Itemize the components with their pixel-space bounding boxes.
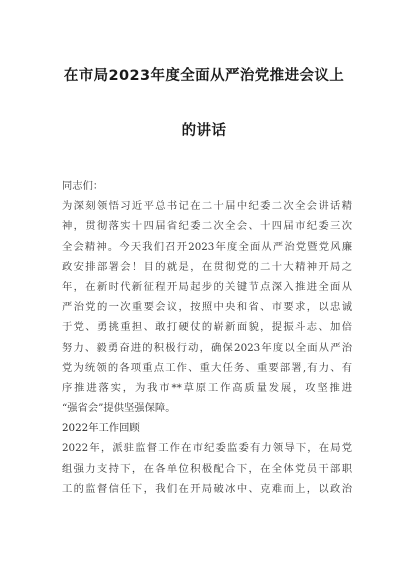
paragraph-line: 2022年，派驻监督工作在市纪委监委有力领导下，在局党 [62,442,352,455]
paragraph-line: 序推进落实，为我市**草原工作高质量发展，攻坚推进 [62,381,352,394]
paragraph-2 [62,438,352,499]
paragraph-line: 工的监督信任下，我们在开局破冰中、克难而上，以政治 [62,482,352,495]
paragraph-line: 神，贯彻落实十四届省纪委二次全会、十四届市纪委三次 [62,220,352,233]
paragraph-line: “强省会”提供坚强保障。 [62,402,176,415]
paragraph-line: 于党、勇挑重担、敢打硬仗的崭新面貌，提振斗志、加倍 [62,321,352,334]
section-heading: 2022年工作回顾 [62,422,140,435]
paragraph-line: 全会精神。今天我们召开2023年度全面从严治党暨党风廉 [62,240,352,253]
document-title-line-2: 的讲话 [181,123,227,139]
paragraph-line: 严治党的一次重要会议，按照中央和省、市要求，以忠诚 [62,301,352,314]
document-body [62,176,352,499]
paragraph-line: 年，在新时代新征程开局起步的关键节点深入推进全面从 [62,280,352,293]
paragraph-line: 努力、毅勇奋进的积极行动，确保2023年度以全面从严治 [62,341,352,354]
paragraph-line: 为深刻领悟习近平总书记在二十届中纪委二次全会讲话精 [62,200,352,213]
paragraph-line: 组强力支持下，在各单位积极配合下，在全体党员干部职 [62,462,352,475]
paragraph-line: 党为统领的各项重点工作、重大任务、重要部署,有力、有 [62,361,352,374]
document-title-line-1: 在市局2023年度全面从严治党推进会议上 [63,68,345,84]
paragraph-line: 政安排部署会！目的就是，在贯彻党的二十大精神开局之 [62,260,352,273]
salutation: 同志们： [62,180,104,192]
paragraph-1 [62,196,352,418]
